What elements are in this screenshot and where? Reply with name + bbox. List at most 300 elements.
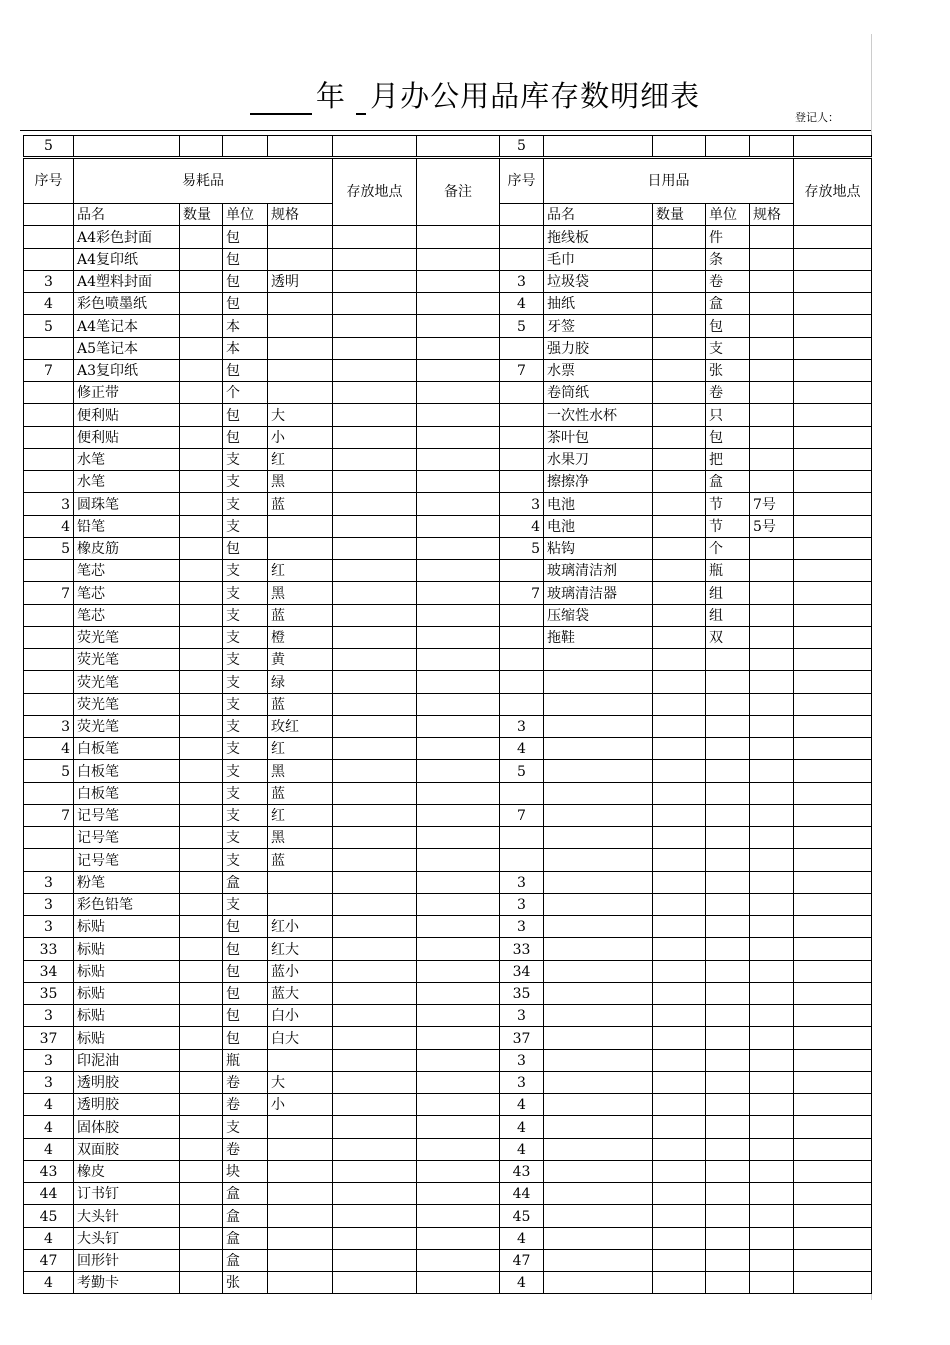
row-seq: 5 [24,537,74,559]
row-location [794,893,872,915]
row-unit: 条 [706,248,750,270]
row-spec: 绿 [268,671,333,693]
row-qty [653,1071,706,1093]
row-note [417,982,500,1004]
row-qty [653,671,706,693]
row-spec [750,982,794,1004]
row-name: 便利贴 [74,404,180,426]
row-seq: 3 [24,715,74,737]
table-row [500,760,872,782]
row-qty [180,1005,223,1027]
row-seq [500,404,544,426]
row-seq: 4 [500,1138,544,1160]
row-name: 荧光笔 [74,649,180,671]
table-row [24,404,500,426]
row-note [417,671,500,693]
row-seq: 35 [24,982,74,1004]
row-spec [750,960,794,982]
row-unit: 盒 [223,1205,268,1227]
row-spec [750,871,794,893]
row-name [544,938,653,960]
row-qty [180,893,223,915]
header-unit: 单位 [706,204,750,226]
row-unit [706,1027,750,1049]
row-qty [653,471,706,493]
row-qty [180,582,223,604]
row-seq: 7 [24,804,74,826]
row-unit: 支 [223,849,268,871]
table-row [500,471,872,493]
row-location [333,448,417,470]
row-location [333,493,417,515]
row-qty [653,560,706,582]
row-seq: 3 [500,1071,544,1093]
table-row [24,671,500,693]
table-row [24,1249,500,1271]
row-spec: 黑 [268,760,333,782]
row-name [544,1027,653,1049]
row-location [333,293,417,315]
row-note [417,738,500,760]
row-note [417,849,500,871]
row-name: 大头针 [74,1205,180,1227]
table-row [500,270,872,292]
row-unit: 包 [223,537,268,559]
table-row [24,226,500,248]
row-unit [706,916,750,938]
table-row [500,982,872,1004]
row-location [333,359,417,381]
row-unit [706,1249,750,1271]
header-name: 品名 [74,204,180,226]
row-seq [500,649,544,671]
row-unit [706,938,750,960]
row-location [794,226,872,248]
row-unit: 盒 [223,871,268,893]
row-spec [750,226,794,248]
row-location [794,426,872,448]
row-location [333,827,417,849]
row-unit: 卷 [223,1138,268,1160]
row-seq [24,382,74,404]
row-name: 考勤卡 [74,1272,180,1294]
row-qty [653,760,706,782]
row-unit: 包 [223,426,268,448]
row-note [417,1272,500,1294]
row-qty [653,293,706,315]
table-row [500,938,872,960]
row-qty [180,1138,223,1160]
row-spec: 玫红 [268,715,333,737]
row-note [417,960,500,982]
row-spec: 蓝 [268,782,333,804]
row-location [333,715,417,737]
row-seq [500,382,544,404]
row-name: 大头钉 [74,1227,180,1249]
row-name [544,671,653,693]
row-note [417,448,500,470]
row-location [794,738,872,760]
table-row [500,1116,872,1138]
row-qty [180,1071,223,1093]
row-unit: 包 [223,359,268,381]
row-spec [750,1249,794,1271]
row-qty [180,382,223,404]
row-location [794,537,872,559]
row-name: 水笔 [74,471,180,493]
row-unit [706,715,750,737]
title-year: 年 [315,79,346,113]
row-spec [750,916,794,938]
row-spec [750,893,794,915]
row-spec [750,248,794,270]
table-row [24,1116,500,1138]
row-spec [750,537,794,559]
row-seq [24,626,74,648]
row-name: 荧光笔 [74,626,180,648]
table-row [500,1249,872,1271]
row-unit [706,1160,750,1182]
row-seq: 7 [500,804,544,826]
row-qty [180,693,223,715]
row-seq: 4 [24,1138,74,1160]
row-seq: 3 [24,916,74,938]
row-qty [180,671,223,693]
row-spec: 白大 [268,1027,333,1049]
row-location [333,649,417,671]
row-qty [653,649,706,671]
row-unit [706,804,750,826]
row-spec [268,1138,333,1160]
row-qty [180,871,223,893]
row-location [794,404,872,426]
row-spec [268,337,333,359]
row-unit: 瓶 [223,1049,268,1071]
table-row [24,337,500,359]
row-seq: 3 [24,493,74,515]
header-group-consumables: 易耗品 [74,159,333,204]
row-name: 白板笔 [74,782,180,804]
table-row [500,560,872,582]
row-seq [24,337,74,359]
row-name: 固体胶 [74,1116,180,1138]
row-qty [180,248,223,270]
row-seq: 43 [24,1160,74,1182]
row-qty [180,515,223,537]
row-seq: 37 [500,1027,544,1049]
row-name [544,1138,653,1160]
row-spec: 黑 [268,582,333,604]
row-note [417,1005,500,1027]
row-spec: 白小 [268,1005,333,1027]
row-note [417,1094,500,1116]
row-spec: 大 [268,404,333,426]
row-qty [653,426,706,448]
row-seq: 3 [500,893,544,915]
row-unit: 块 [223,1160,268,1182]
row-name [544,916,653,938]
row-seq [500,560,544,582]
table-row [500,849,872,871]
row-qty [653,916,706,938]
table-row [500,693,872,715]
row-note [417,782,500,804]
row-qty [180,293,223,315]
row-spec [268,1272,333,1294]
table-row [24,1205,500,1227]
row-unit [706,1183,750,1205]
row-spec [750,649,794,671]
row-name: A4塑料封面 [74,270,180,292]
row-qty [180,226,223,248]
table-row [24,248,500,270]
row-qty [653,1138,706,1160]
row-unit: 支 [223,893,268,915]
row-unit: 把 [706,448,750,470]
row-seq: 3 [24,893,74,915]
row-qty [180,1027,223,1049]
row-note [417,248,500,270]
table-row [24,693,500,715]
table-row [500,1094,872,1116]
row-seq: 4 [500,1116,544,1138]
consumables-table [23,135,500,1294]
row-seq [24,560,74,582]
row-seq: 33 [500,938,544,960]
row-qty [180,404,223,426]
row-name: 笔芯 [74,560,180,582]
row-seq: 5 [500,315,544,337]
row-location [794,827,872,849]
row-unit: 支 [223,671,268,693]
header-location: 存放地点 [794,159,872,226]
row-name: 笔芯 [74,582,180,604]
table-row [500,604,872,626]
row-qty [180,1116,223,1138]
row-unit: 支 [223,560,268,582]
row-spec [750,849,794,871]
row-seq: 7 [500,359,544,381]
row-spec [268,248,333,270]
table-row [500,248,872,270]
row-seq: 3 [500,1005,544,1027]
row-name [544,1116,653,1138]
row-spec [750,782,794,804]
row-seq [500,337,544,359]
row-location [794,849,872,871]
table-row [500,448,872,470]
row-name: 订书钉 [74,1183,180,1205]
row-spec [750,1183,794,1205]
row-seq: 5 [500,760,544,782]
row-note [417,293,500,315]
row-unit [706,1049,750,1071]
row-name: 标贴 [74,1027,180,1049]
row-location [794,715,872,737]
row-location [333,1094,417,1116]
row-spec: 红 [268,560,333,582]
table-row [500,893,872,915]
row-qty [653,1160,706,1182]
header-group-daily: 日用品 [544,159,794,204]
row-note [417,760,500,782]
row-qty [653,515,706,537]
row-unit: 包 [223,938,268,960]
row-note [417,426,500,448]
row-spec [750,359,794,381]
table-row [500,226,872,248]
row-name [544,1071,653,1093]
table-row [24,893,500,915]
table-row [24,938,500,960]
row-spec [750,1071,794,1093]
top-number-cell: 5 [500,136,544,157]
row-location [794,1094,872,1116]
row-unit [706,827,750,849]
row-note [417,916,500,938]
row-spec: 黑 [268,471,333,493]
row-spec: 黄 [268,649,333,671]
daily-goods-table [499,135,872,1294]
row-seq [500,448,544,470]
row-spec [268,515,333,537]
row-location [794,560,872,582]
row-location [333,248,417,270]
row-spec [750,560,794,582]
row-unit: 支 [223,604,268,626]
row-location [333,782,417,804]
table-row [500,916,872,938]
row-spec: 5号 [750,515,794,537]
row-unit: 包 [223,404,268,426]
row-seq: 3 [500,871,544,893]
row-spec [750,693,794,715]
row-location [794,471,872,493]
row-qty [653,960,706,982]
table-row [500,782,872,804]
row-unit: 支 [223,804,268,826]
row-spec [750,1272,794,1294]
row-qty [653,1094,706,1116]
row-seq [24,226,74,248]
row-spec [268,1249,333,1271]
row-location [333,1116,417,1138]
row-qty [653,1227,706,1249]
row-qty [180,1272,223,1294]
row-name: 标贴 [74,938,180,960]
row-spec: 红 [268,738,333,760]
row-location [794,1183,872,1205]
row-unit: 个 [223,382,268,404]
row-unit [706,1005,750,1027]
row-note [417,1227,500,1249]
row-spec [750,1227,794,1249]
row-name: 记号笔 [74,804,180,826]
row-seq: 3 [24,270,74,292]
row-seq: 4 [24,738,74,760]
row-unit [706,1272,750,1294]
row-location [794,315,872,337]
table-row [24,1160,500,1182]
row-spec [750,938,794,960]
row-seq: 3 [24,871,74,893]
row-name [544,1160,653,1182]
row-name [544,1183,653,1205]
row-qty [653,1027,706,1049]
row-seq: 3 [500,270,544,292]
row-seq: 35 [500,982,544,1004]
row-qty [653,715,706,737]
row-location [333,582,417,604]
table-row [24,1027,500,1049]
row-spec [750,582,794,604]
row-qty [653,1005,706,1027]
row-unit [706,849,750,871]
row-name [544,1272,653,1294]
row-spec [750,1094,794,1116]
row-spec [750,760,794,782]
row-qty [180,1049,223,1071]
row-spec: 蓝 [268,604,333,626]
row-name: 圆珠笔 [74,493,180,515]
table-row [24,626,500,648]
row-seq [24,671,74,693]
row-spec [750,448,794,470]
table-row [24,604,500,626]
row-unit: 包 [223,1005,268,1027]
row-note [417,337,500,359]
row-spec [268,1049,333,1071]
header-qty: 数量 [653,204,706,226]
row-name [544,1227,653,1249]
row-spec [268,315,333,337]
table-row [24,471,500,493]
row-qty [653,248,706,270]
table-row [500,1138,872,1160]
row-qty [180,715,223,737]
row-note [417,493,500,515]
row-seq: 7 [500,582,544,604]
row-unit [706,960,750,982]
row-name: 玻璃清洁剂 [544,560,653,582]
row-spec: 蓝 [268,693,333,715]
row-note [417,1183,500,1205]
row-location [333,560,417,582]
row-seq: 4 [500,515,544,537]
row-qty [180,827,223,849]
row-seq [500,671,544,693]
row-qty [180,849,223,871]
table-row [500,315,872,337]
row-seq: 33 [24,938,74,960]
row-unit: 支 [223,760,268,782]
row-qty [180,359,223,381]
header-note: 备注 [417,159,500,226]
row-qty [180,782,223,804]
row-unit [706,893,750,915]
row-spec: 7号 [750,493,794,515]
row-seq: 4 [24,293,74,315]
row-name [544,1094,653,1116]
row-spec: 蓝 [268,493,333,515]
row-name: 荧光笔 [74,671,180,693]
row-location [794,1116,872,1138]
row-name [544,960,653,982]
row-seq [24,248,74,270]
row-location [794,270,872,292]
row-unit: 节 [706,515,750,537]
row-unit: 张 [706,359,750,381]
